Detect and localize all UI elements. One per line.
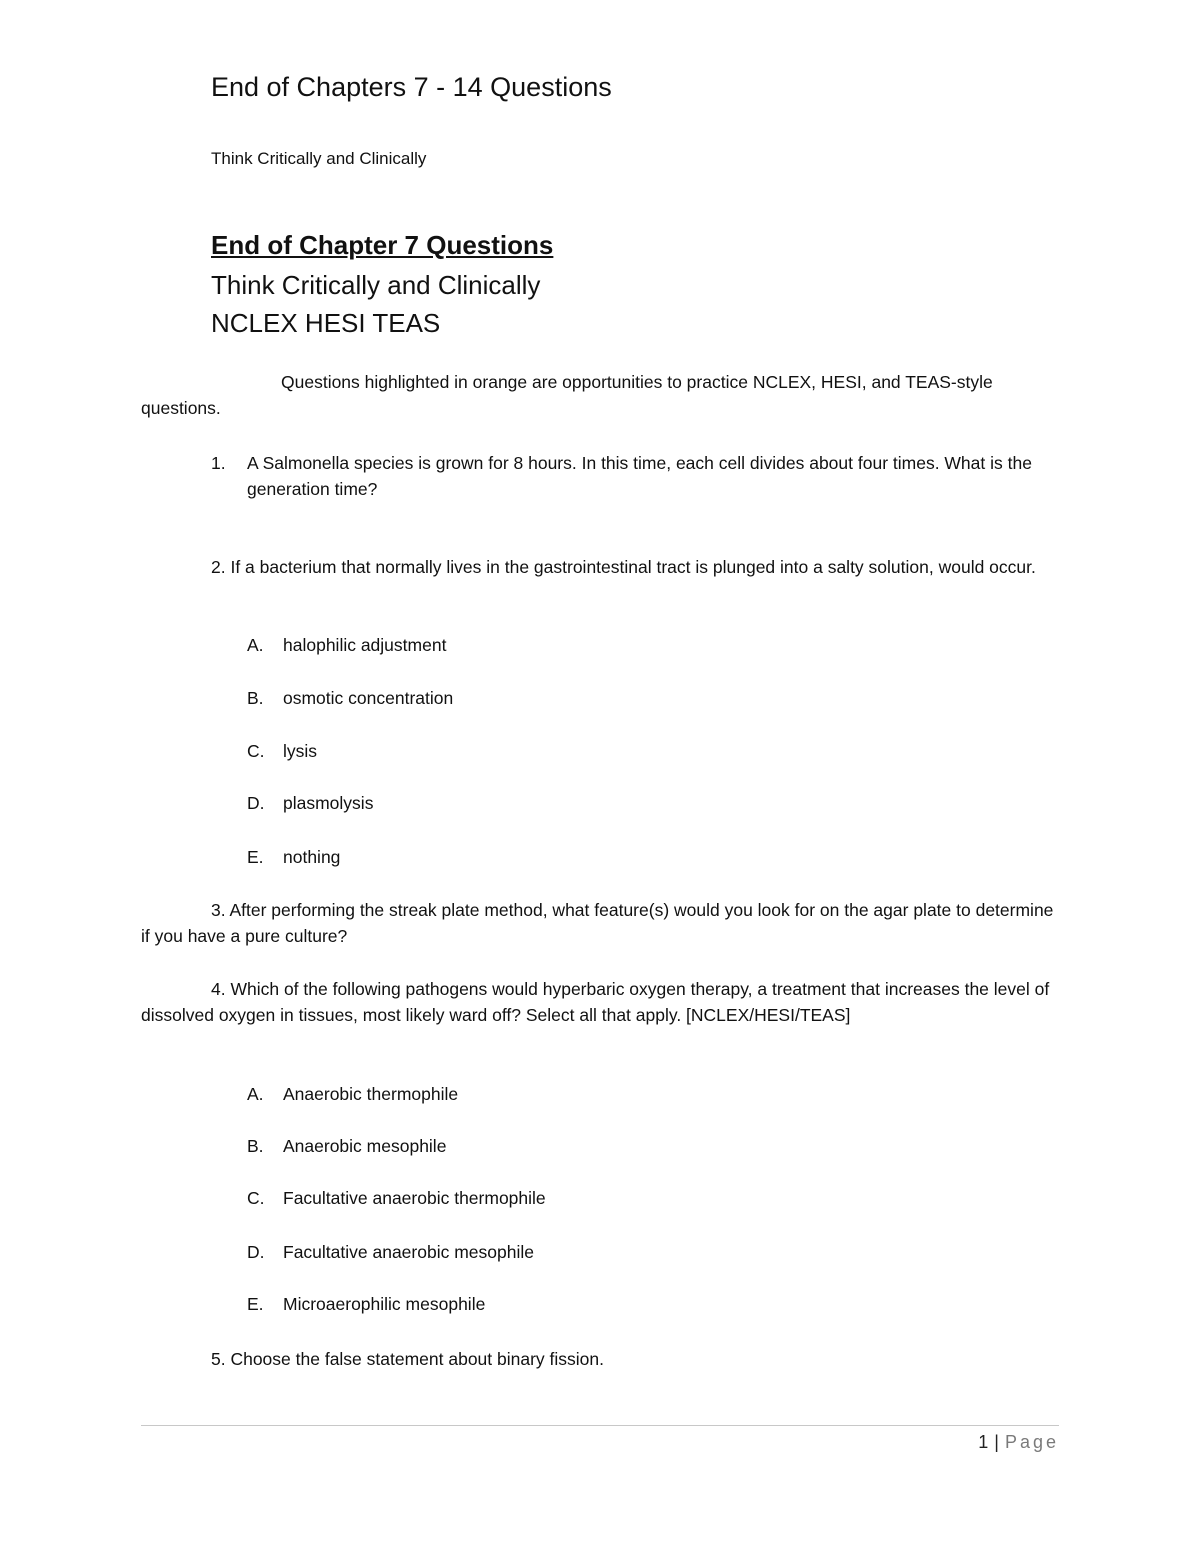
question-2-option-letter: A. xyxy=(247,635,264,655)
question-4-option-text: Anaerobic thermophile xyxy=(283,1084,459,1104)
question-2 xyxy=(141,554,1061,580)
question-5-text: 5. Choose the false statement about binary fission. xyxy=(211,1349,605,1369)
page-number: 1 xyxy=(978,1432,989,1452)
question-2-option-letter: B. xyxy=(247,688,264,708)
question-2-option-text: osmotic concentration xyxy=(283,688,454,708)
question-3 xyxy=(141,897,1061,949)
page-label: Page xyxy=(1004,1432,1059,1452)
question-2-text: 2. If a bacterium that normally lives in the gastrointestinal tract is plunged into a salty solution, would occur. xyxy=(211,557,1036,577)
footer-separator: | xyxy=(994,1432,999,1452)
question-4-option-letter: D. xyxy=(247,1242,265,1262)
chapter-heading: End of Chapter 7 Questions xyxy=(211,230,554,260)
question-4-option-letter: C. xyxy=(247,1188,265,1208)
question-4-option-text: Facultative anaerobic mesophile xyxy=(283,1242,534,1262)
question-2-option-text: lysis xyxy=(283,741,318,761)
question-4-option-letter: E. xyxy=(247,1294,264,1314)
question-2-option-text: halophilic adjustment xyxy=(283,635,447,655)
intro-text: Questions highlighted in orange are opportunities to practice NCLEX, HESI, and TEAS-style questions. xyxy=(141,372,993,418)
question-2-option-text: nothing xyxy=(283,847,341,867)
question-4-text: 4. Which of the following pathogens would hyperbaric oxygen therapy, a treatment that increases the level of dissolved oxygen in tissues, most likely ward off? Select all that apply. [NCLEX/HESI/TEAS] xyxy=(141,979,1050,1025)
question-2-option-letter: E. xyxy=(247,847,264,867)
question-4-option-letter: B. xyxy=(247,1136,264,1156)
question-3-text: 3. After performing the streak plate method, what feature(s) would you look for on the agar plate to determine if you have a pure culture? xyxy=(141,900,1054,946)
question-4-option-text: Facultative anaerobic thermophile xyxy=(283,1188,546,1208)
question-1-text: A Salmonella species is grown for 8 hours. In this time, each cell divides about four times. What is the generation time? xyxy=(247,453,1032,499)
question-1-number: 1. xyxy=(211,453,226,473)
document-title: End of Chapters 7 - 14 Questions xyxy=(211,72,612,102)
footer-divider xyxy=(141,1425,1059,1426)
document-subtitle: Think Critically and Clinically xyxy=(211,149,427,168)
intro-paragraph xyxy=(141,369,1041,421)
question-2-option-text: plasmolysis xyxy=(283,793,374,813)
chapter-exam-tags: NCLEX HESI TEAS xyxy=(211,308,441,338)
chapter-subheading: Think Critically and Clinically xyxy=(211,270,541,300)
question-4 xyxy=(141,976,1061,1028)
question-4-option-letter: A. xyxy=(247,1084,264,1104)
question-4-option-text: Anaerobic mesophile xyxy=(283,1136,447,1156)
question-2-option-letter: C. xyxy=(247,741,265,761)
question-4-option-text: Microaerophilic mesophile xyxy=(283,1294,486,1314)
question-5 xyxy=(141,1346,1061,1372)
page-footer xyxy=(978,1432,1059,1453)
question-2-option-letter: D. xyxy=(247,793,265,813)
